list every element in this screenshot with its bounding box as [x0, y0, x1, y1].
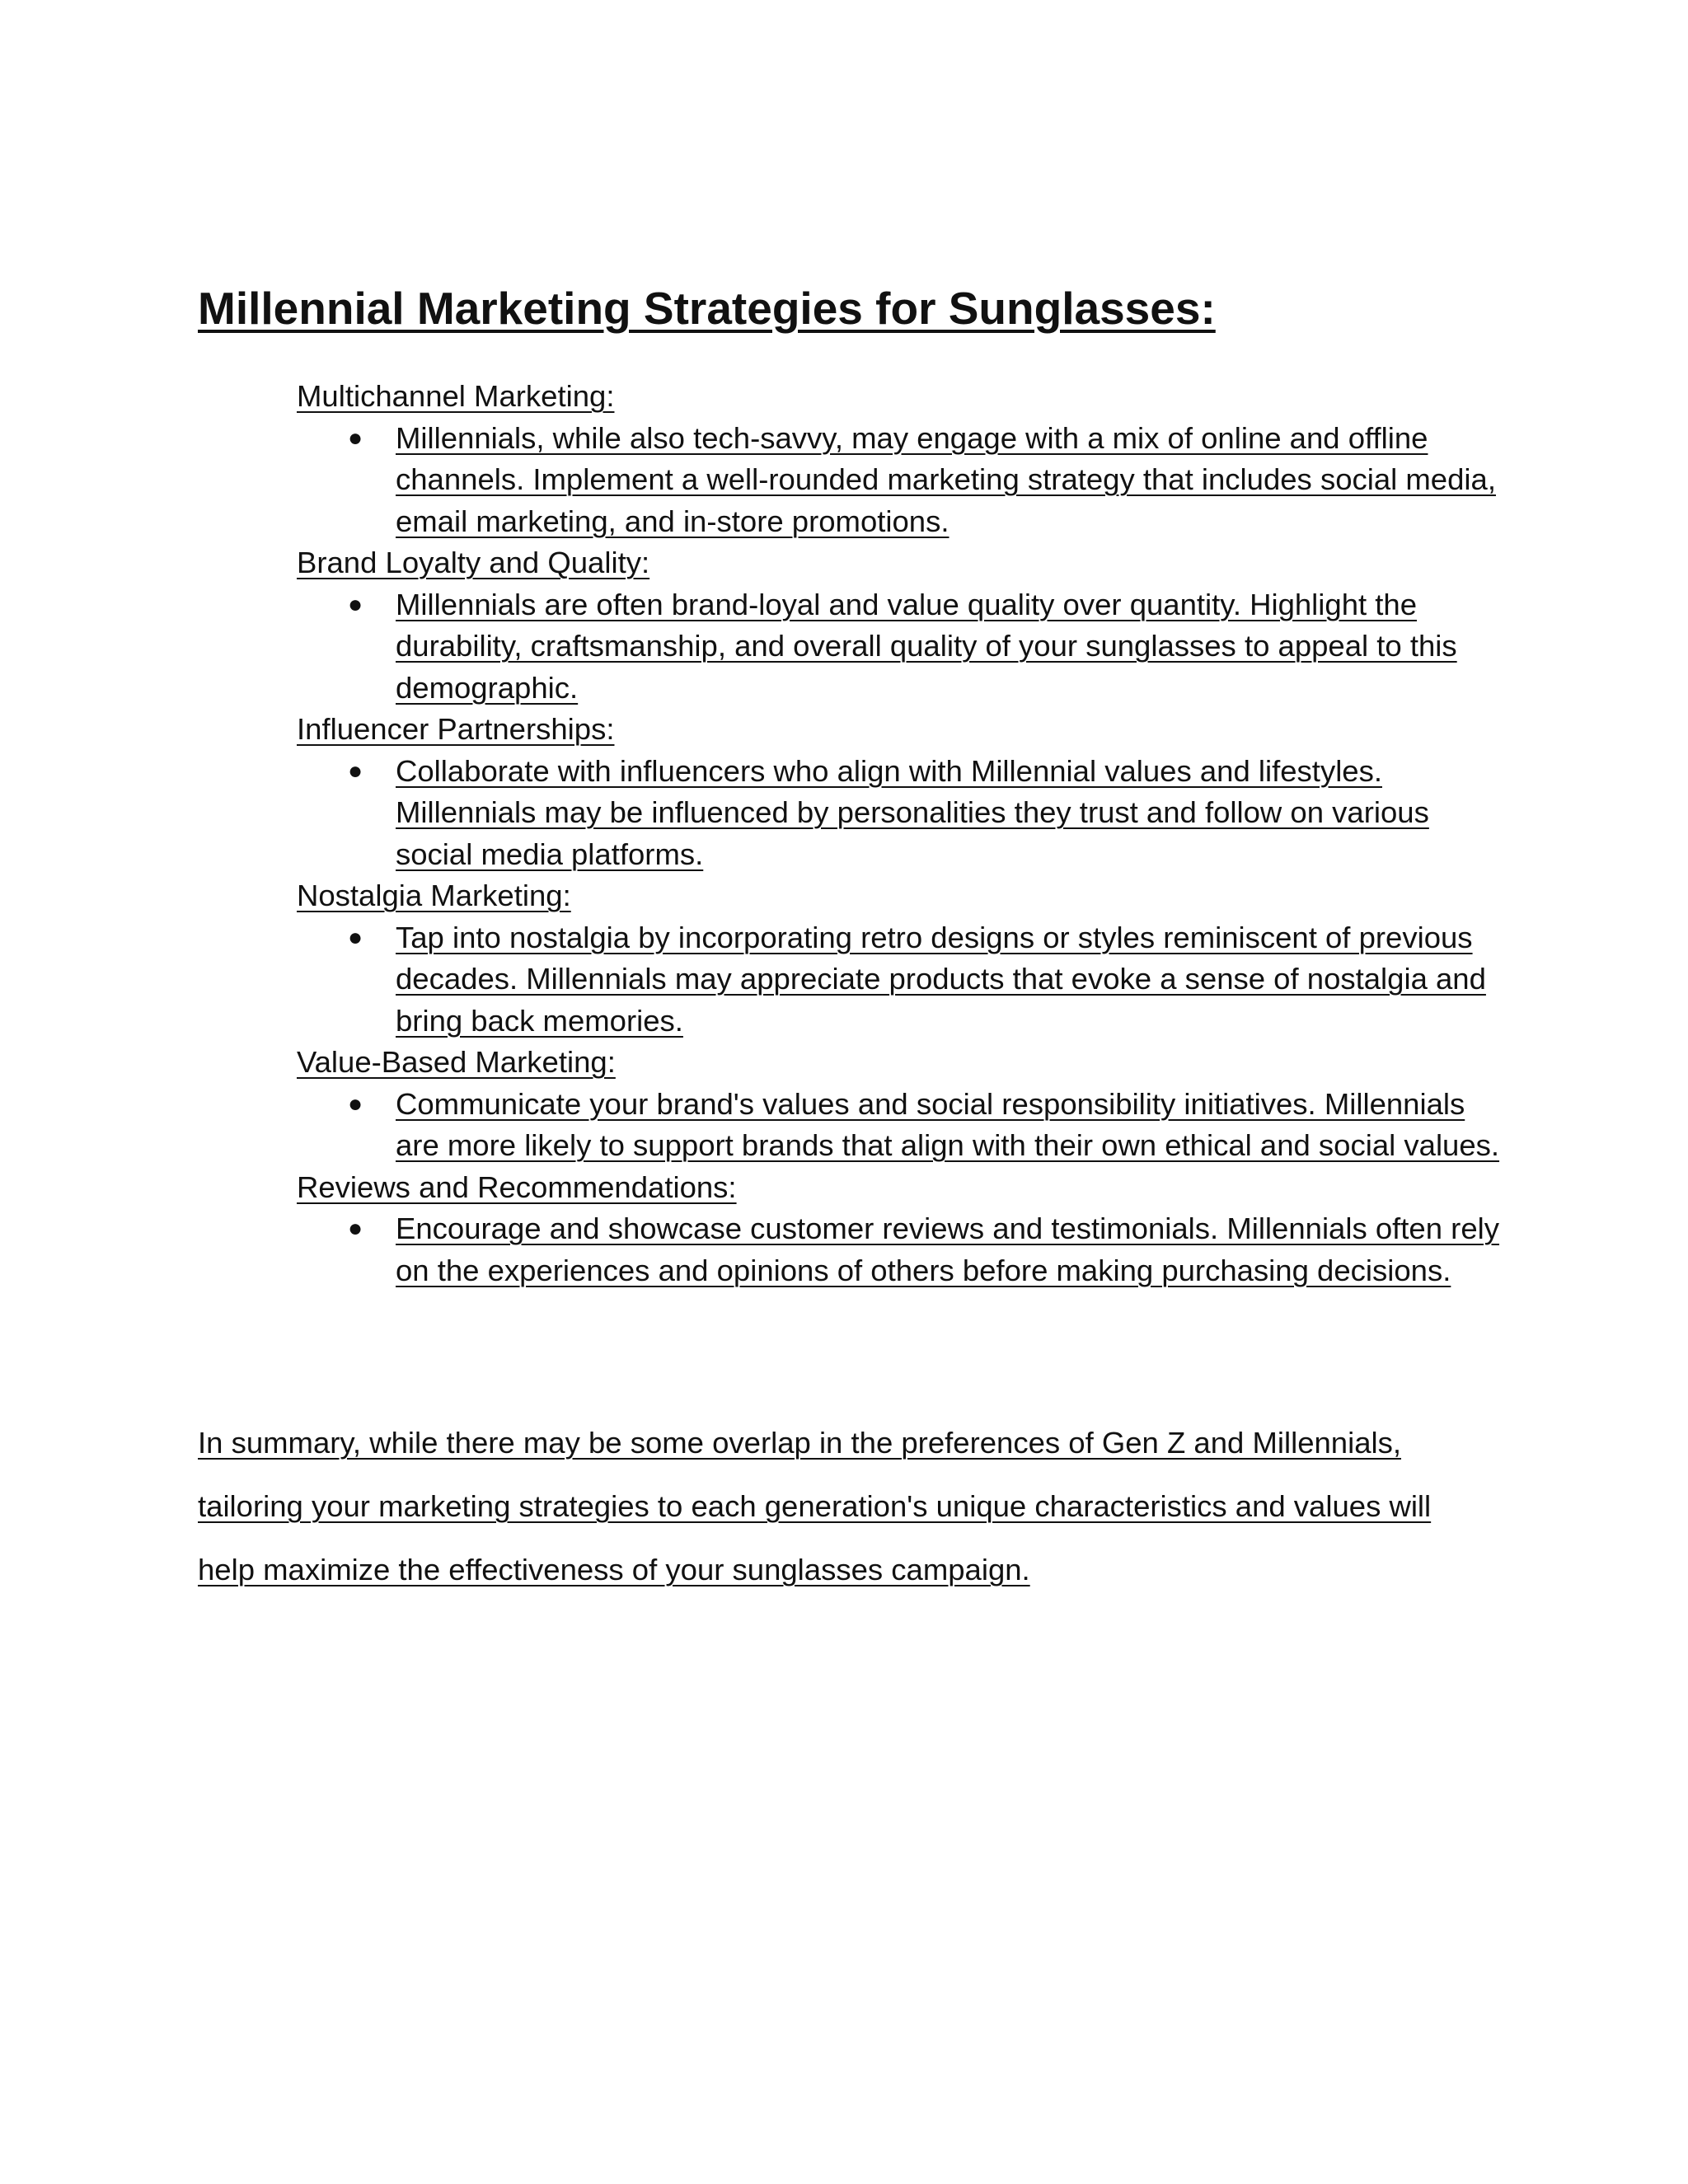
section-heading-nostalgia: Nostalgia Marketing:: [297, 879, 571, 912]
bullet-text: Millennials are often brand-loyal and value quality over quantity. Highlight the durability, craftsmanship, and overall quality of your sunglasses to appeal to this demographic.: [396, 587, 1457, 705]
section-heading-multichannel: Multichannel Marketing:: [297, 379, 615, 413]
list-item: [297, 418, 1500, 543]
bullet-text: Communicate your brand's values and social responsibility initiatives. Millennials are more likely to support brands that align with their own ethical and social values.: [396, 1086, 1500, 1162]
bullet-icon: ●: [348, 424, 363, 452]
bullet-icon: ●: [348, 923, 363, 951]
section-heading-influencer: Influencer Partnerships:: [297, 712, 615, 746]
bullet-text: Millennials, while also tech-savvy, may engage with a mix of online and offline channels. Implement a well-rounded marketing strategy that includes social media, email marketing, and in-store promotions.: [396, 420, 1496, 538]
bullet-icon: ●: [348, 757, 363, 785]
bullet-text: Collaborate with influencers who align with Millennial values and lifestyles. Millennials may be influenced by personalities they trust and follow on various social media platforms.: [396, 753, 1429, 871]
page-title: Millennial Marketing Strategies for Sunglasses:: [198, 283, 1216, 334]
section-heading-value-based: Value-Based Marketing:: [297, 1045, 616, 1079]
list-item: [297, 1208, 1500, 1291]
bullet-icon: ●: [348, 1215, 363, 1242]
summary-paragraph: In summary, while there may be some overlap in the preferences of Gen Z and Millennials, tailoring your marketing strategies to each generation's unique characteristics and values will help maximize the effectiveness of your sunglasses campaign.: [198, 1426, 1432, 1586]
list-item: [297, 751, 1500, 876]
section-heading-reviews: Reviews and Recommendations:: [297, 1169, 737, 1204]
list-item: [297, 1084, 1500, 1167]
bullet-text: Encourage and showcase customer reviews and testimonials. Millennials often rely on the experiences and opinions of others before making purchasing decisions.: [396, 1212, 1499, 1287]
section-heading-brand-loyalty: Brand Loyalty and Quality:: [297, 546, 650, 579]
list-item: [297, 584, 1500, 710]
strategy-list: [297, 376, 1500, 1291]
bullet-text: Tap into nostalgia by incorporating retro designs or styles reminiscent of previous decades. Millennials may appreciate products that evoke a sense of nostalgia and bring back memories.: [396, 920, 1486, 1038]
list-item: [297, 917, 1500, 1043]
bullet-icon: ●: [348, 590, 363, 618]
bullet-icon: ●: [348, 1090, 363, 1118]
